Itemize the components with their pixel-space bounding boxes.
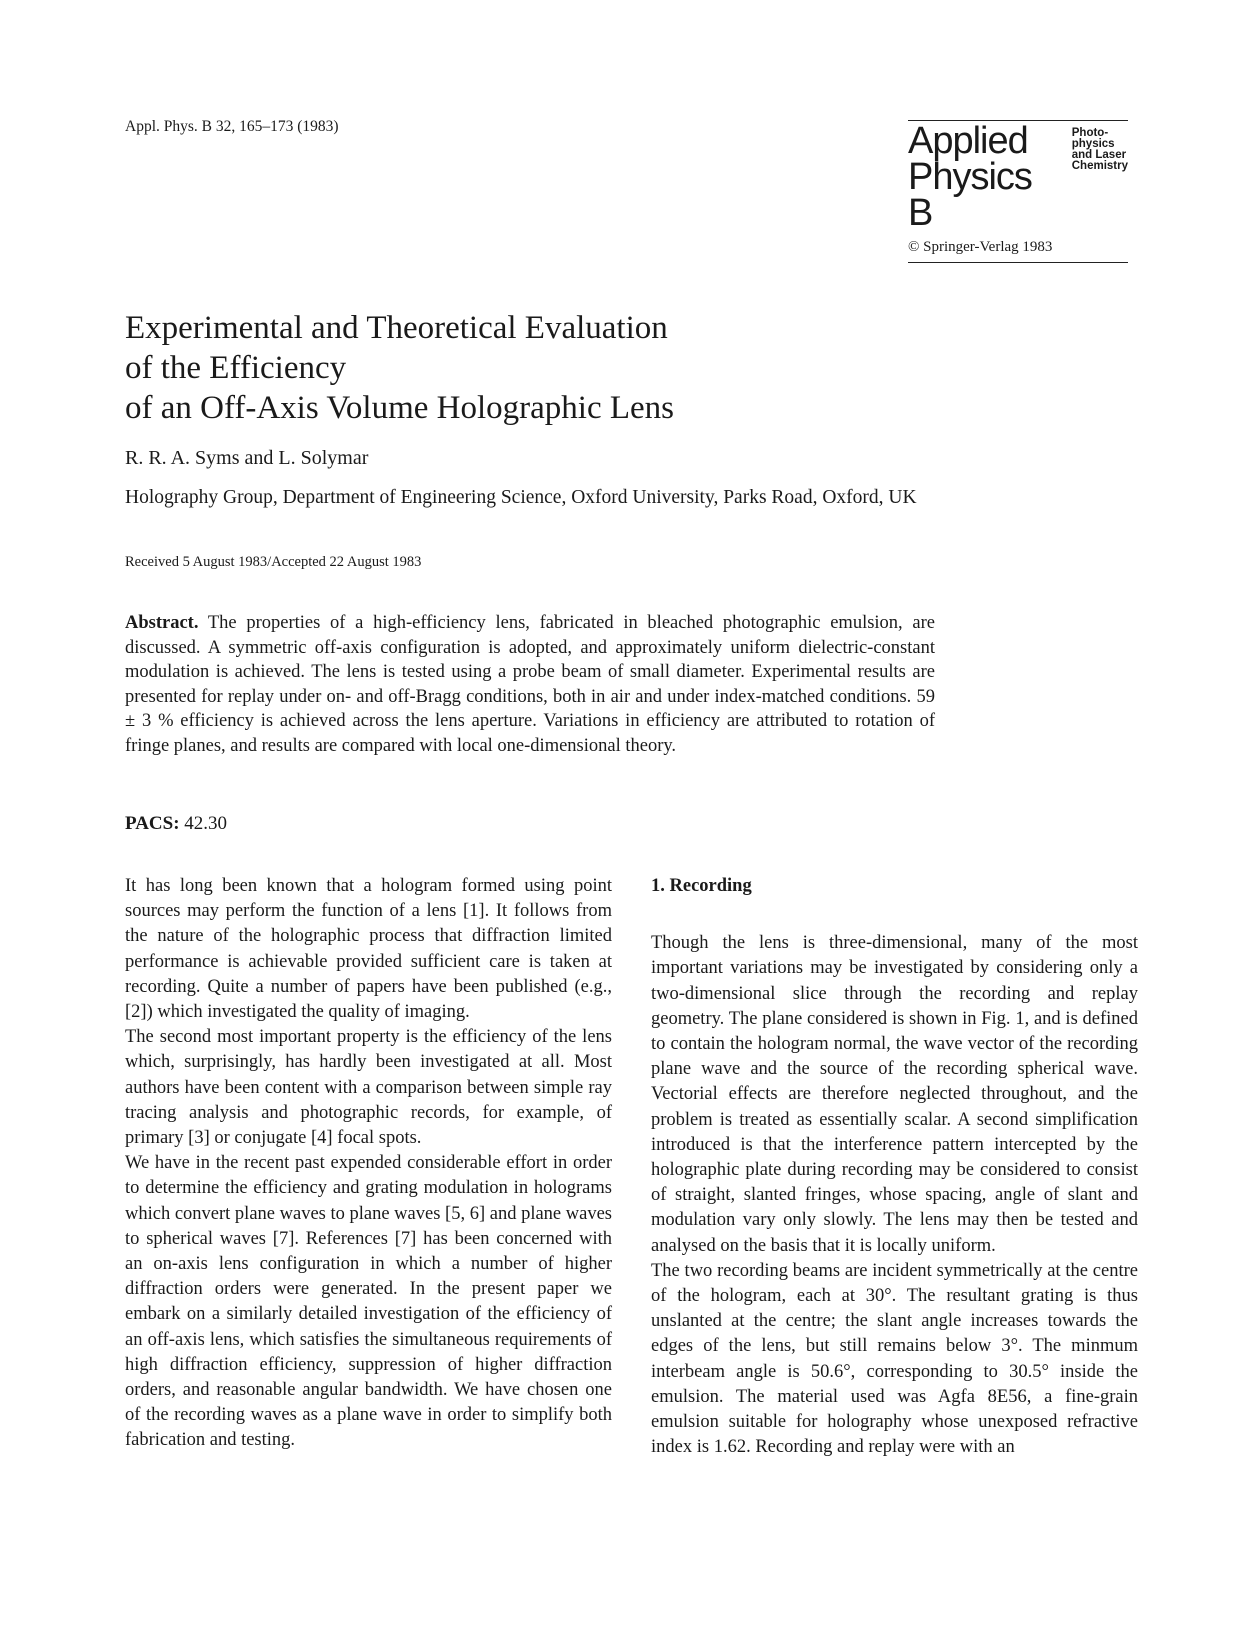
logo-tag-line: physics <box>1071 138 1115 150</box>
pacs-value: 42.30 <box>179 813 228 834</box>
logo-tag-line: Photo- <box>1071 127 1109 139</box>
pacs-line <box>125 813 227 835</box>
received-dates: Received 5 August 1983/Accepted 22 August 1983 <box>125 554 422 570</box>
body-paragraph: The two recording beams are incident symmetrically at the centre of the hologram, each at 30°. The resultant grating is thus unslanted at the centre; the slant angle increases towards the edges of the lens, but still remains below 3°. The minmum interbeam angle is 50.6°, corresponding to 30.5° inside the emulsion. The material used was Agfa 8E56, a fine-grain emulsion suitable for holography whose unexposed refractive index is 1.62. Recording and replay were with an <box>651 1260 1138 1458</box>
logo-tag-line: Chemistry <box>1071 160 1128 172</box>
logo-tag-line: and Laser <box>1071 149 1127 161</box>
journal-citation: Appl. Phys. B 32, 165–173 (1983) <box>125 118 339 135</box>
section-heading: 1. Recording <box>651 876 752 896</box>
logo-wordmark <box>908 120 1062 234</box>
affiliation: Holography Group, Department of Engineering Science, Oxford University, Parks Road, Oxford, UK <box>125 487 917 508</box>
title-line: of an Off-Axis Volume Holographic Lens <box>125 390 674 426</box>
logo-line-applied: Applied <box>908 120 1028 162</box>
body-paragraph: The second most important property is the efficiency of the lens which, surprisingly, has hardly been investigated at all. Most authors have been content with a comparison between simple ray tracing analysis and photographic records, for example, of primary [3] or conjugate [4] focal spots. <box>125 1027 612 1149</box>
title-line: of the Efficiency <box>125 350 347 386</box>
journal-logo <box>908 120 1128 263</box>
right-column <box>651 874 1138 1460</box>
body-paragraph: Though the lens is three-dimensional, many of the most important variations may be investigated by considering only a two-dimensional slice through the recording and replay geometry. The plane considered is shown in Fig. 1, and is defined to contain the hologram normal, the wave vector of the recording plane wave and the source of the recording spherical wave. Vectorial effects are therefore neglected throughout, and the problem is treated as essentially scalar. A second simplification introduced is that the interference pattern intercepted by the holographic plate during recording may be considered to consist of straight, slanted fringes, whose spacing, angle of slant and modulation vary only slowly. The lens may then be tested and analysed on the basis that it is locally uniform. <box>651 933 1138 1256</box>
left-column <box>125 874 612 1454</box>
title-line: Experimental and Theoretical Evaluation <box>125 310 668 346</box>
body-paragraph: It has long been known that a hologram formed using point sources may perform the function of a lens [1]. It follows from the nature of the holographic process that diffraction limited performance is achievable provided sufficient care is taken at recording. Quite a number of papers have been published (e.g., [2]) which investigated the quality of imaging. <box>125 876 612 1023</box>
abstract-text: The properties of a high-efficiency lens, fabricated in bleached photographic emulsion, are discussed. A symmetric off-axis configuration is adopted, and approximately uniform dielectric-constant modulation is achieved. The lens is tested using a probe beam of small diameter. Experimental results are presented for replay under on- and off-Bragg conditions, both in air and under index-matched conditions. 59 ± 3 % efficiency is achieved across the lens aperture. Variations in efficiency are attributed to rotation of fringe planes, and results are compared with local one-dimensional theory. <box>125 613 935 756</box>
author-list: R. R. A. Syms and L. Solymar <box>125 447 369 469</box>
copyright-notice: © Springer-Verlag 1983 <box>908 239 1128 263</box>
logo-subject-tag <box>1072 123 1128 172</box>
body-paragraph: We have in the recent past expended considerable effort in order to determine the efficiency and grating modulation in holograms which convert plane waves to plane waves [5, 6] and plane waves to spherical waves [7]. References [7] has been concerned with an on-axis lens configuration in which a number of higher diffraction orders were generated. In the present paper we embark on a similarly detailed investigation of the efficiency of an off-axis lens, which satisfies the simultaneous requirements of high diffraction efficiency, suppression of higher diffraction orders, and reasonable angular bandwidth. We have chosen one of the recording waves as a plane wave in order to simplify both fabrication and testing. <box>125 1153 612 1451</box>
article-title <box>125 308 885 428</box>
logo-line-physics-b: Physics B <box>908 156 1032 234</box>
pacs-label: PACS: <box>125 813 180 834</box>
abstract <box>125 611 935 758</box>
abstract-label: Abstract. <box>125 613 199 633</box>
